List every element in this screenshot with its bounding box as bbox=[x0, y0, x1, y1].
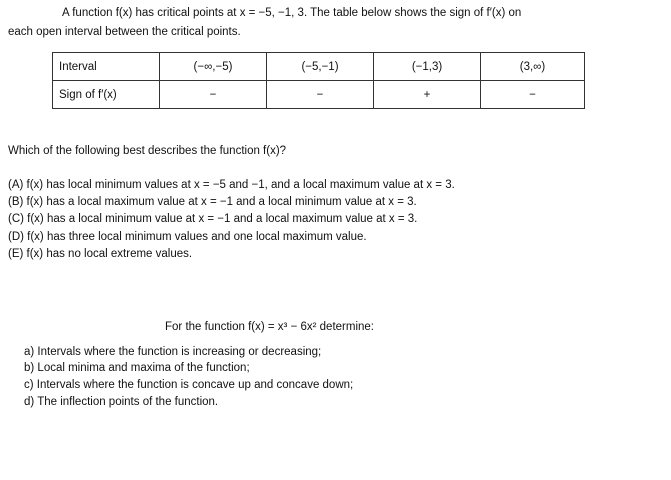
option-e: (E) f(x) has no local extreme values. bbox=[8, 248, 193, 260]
sign-row-label: Sign of f′(x) bbox=[53, 81, 160, 109]
intro-line-2: each open interval between the critical points. bbox=[8, 26, 241, 38]
sign-table bbox=[52, 52, 585, 109]
table-row bbox=[53, 53, 585, 81]
second-problem-heading: For the function f(x) = x³ − 6x² determine: bbox=[165, 321, 374, 333]
intro-line-1: A function f(x) has critical points at x = −5, −1, 3. The table below shows the sign of f′(x) on bbox=[62, 7, 522, 19]
list-item: d) The inflection points of the function. bbox=[24, 396, 219, 408]
option-c: (C) f(x) has a local minimum value at x = −1 and a local maximum value at x = 3. bbox=[8, 213, 418, 225]
sign-cell: − bbox=[481, 81, 585, 109]
interval-header: Interval bbox=[53, 53, 160, 81]
interval-cell: (3,∞) bbox=[481, 53, 585, 81]
interval-cell: (−∞,−5) bbox=[160, 53, 267, 81]
interval-cell: (−1,3) bbox=[374, 53, 481, 81]
table-row bbox=[53, 81, 585, 109]
sign-cell: − bbox=[160, 81, 267, 109]
sign-cell: + bbox=[374, 81, 481, 109]
question-text: Which of the following best describes the function f(x)? bbox=[8, 145, 287, 157]
list-item: c) Intervals where the function is concave up and concave down; bbox=[24, 379, 354, 391]
option-d: (D) f(x) has three local minimum values and one local maximum value. bbox=[8, 231, 367, 243]
interval-cell: (−5,−1) bbox=[267, 53, 374, 81]
sign-cell: − bbox=[267, 81, 374, 109]
option-b: (B) f(x) has a local maximum value at x = −1 and a local minimum value at x = 3. bbox=[8, 196, 417, 208]
list-item: b) Local minima and maxima of the function; bbox=[24, 362, 250, 374]
option-a: (A) f(x) has local minimum values at x = −5 and −1, and a local maximum value at x = 3. bbox=[8, 179, 455, 191]
list-item: a) Intervals where the function is increasing or decreasing; bbox=[24, 346, 322, 358]
